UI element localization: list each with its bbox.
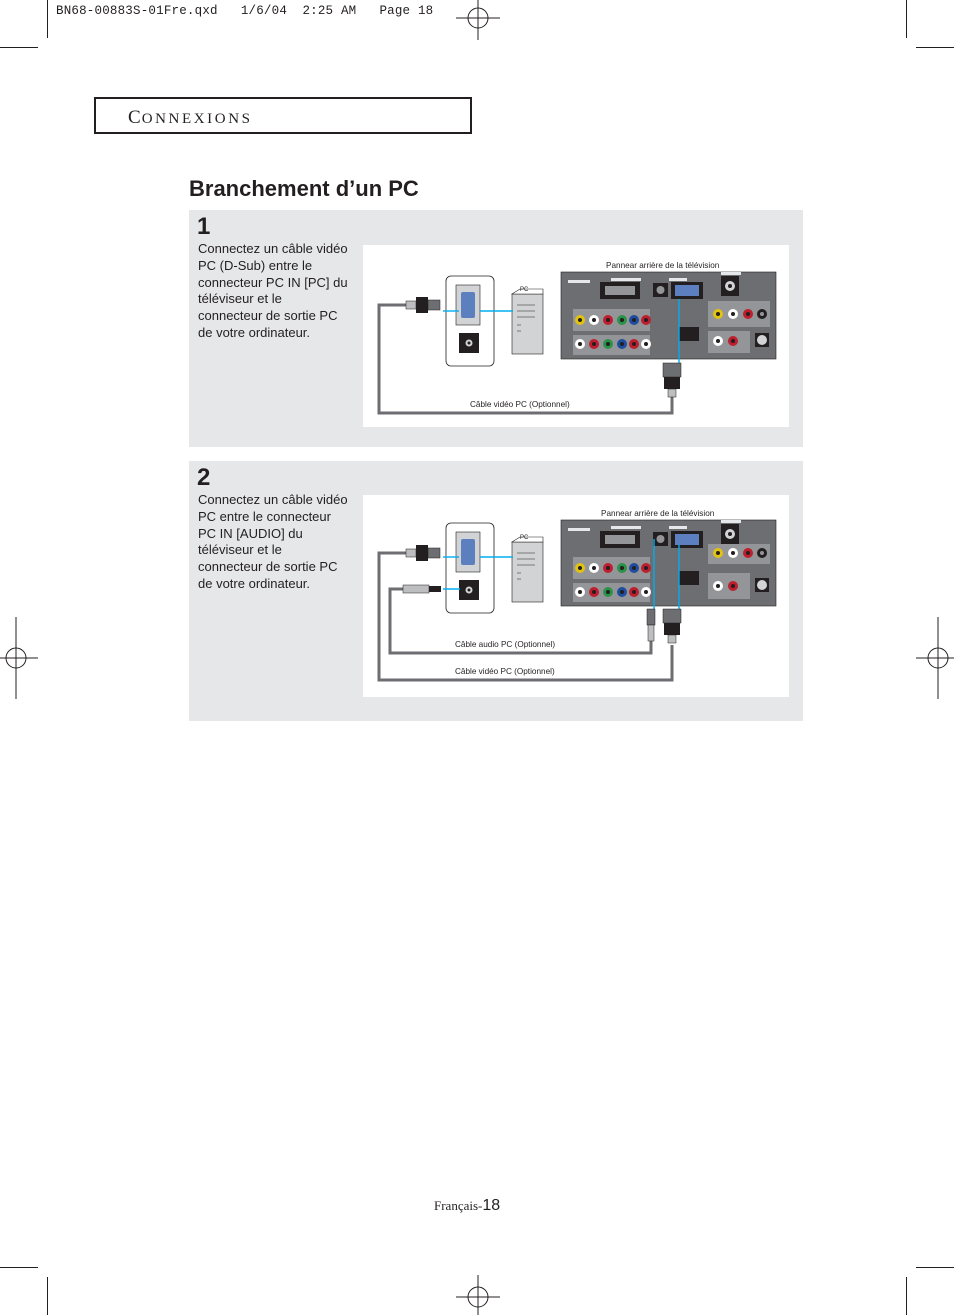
tv-panel-caption: Pannear arrière de la télévision [606, 261, 720, 270]
page-footer [434, 1197, 500, 1215]
pc-wall-plate [446, 523, 494, 613]
pc-label: PC [520, 535, 529, 541]
section-title-initial: C [128, 107, 142, 128]
page-title: Branchement d’un PC [189, 176, 419, 201]
step-number: 1 [197, 213, 211, 240]
crop-mark [47, 0, 48, 38]
audio-cable-caption: Câble audio PC (Optionnel) [455, 640, 556, 649]
computer-tower-icon [512, 537, 543, 602]
crop-mark [0, 1267, 38, 1268]
page-number: 18 [482, 1197, 501, 1214]
section-title [128, 107, 253, 129]
crop-mark [906, 0, 907, 38]
diagram-drawing [363, 495, 789, 697]
diagram-drawing [363, 245, 789, 427]
video-cable-caption: Câble vidéo PC (Optionnel) [455, 667, 555, 676]
connection-diagram [363, 495, 789, 697]
tv-panel-caption: Pannear arrière de la télévision [601, 509, 715, 518]
crop-mark [906, 1277, 907, 1315]
tv-back-panel [561, 520, 776, 606]
registration-mark-right [916, 617, 954, 699]
pc-wall-plate [446, 276, 494, 366]
tv-back-panel [561, 272, 776, 359]
step-instructions: Connectez un câble vidéo PC entre le connecteur PC IN [AUDIO] du téléviseur et le connecteur de sortie PC de votre ordinateur. [198, 492, 348, 591]
crop-mark [0, 47, 38, 48]
step-instructions: Connectez un câble vidéo PC (D-Sub) entre le connecteur PC IN [PC] du téléviseur et le connecteur de sortie PC de votre ordinateur. [198, 241, 348, 340]
footer-language: Français- [434, 1198, 483, 1213]
section-title-rest: ONNEXIONS [141, 111, 253, 127]
crop-mark [47, 1277, 48, 1315]
video-cable-caption: Câble vidéo PC (Optionnel) [470, 400, 570, 409]
registration-mark-left [0, 617, 38, 699]
crop-mark [916, 1267, 954, 1268]
step-panel-2 [189, 461, 803, 721]
pc-label: PC [520, 287, 529, 293]
crop-mark [916, 47, 954, 48]
connection-diagram [363, 245, 789, 427]
step-panel-1 [189, 210, 803, 447]
registration-mark-bottom [456, 1275, 500, 1315]
file-slug: BN68-00883S-01Fre.qxd 1/6/04 2:25 AM Page 18 [56, 4, 434, 18]
step-number: 2 [197, 464, 211, 491]
computer-tower-icon [512, 289, 543, 354]
registration-mark-top [456, 0, 500, 40]
